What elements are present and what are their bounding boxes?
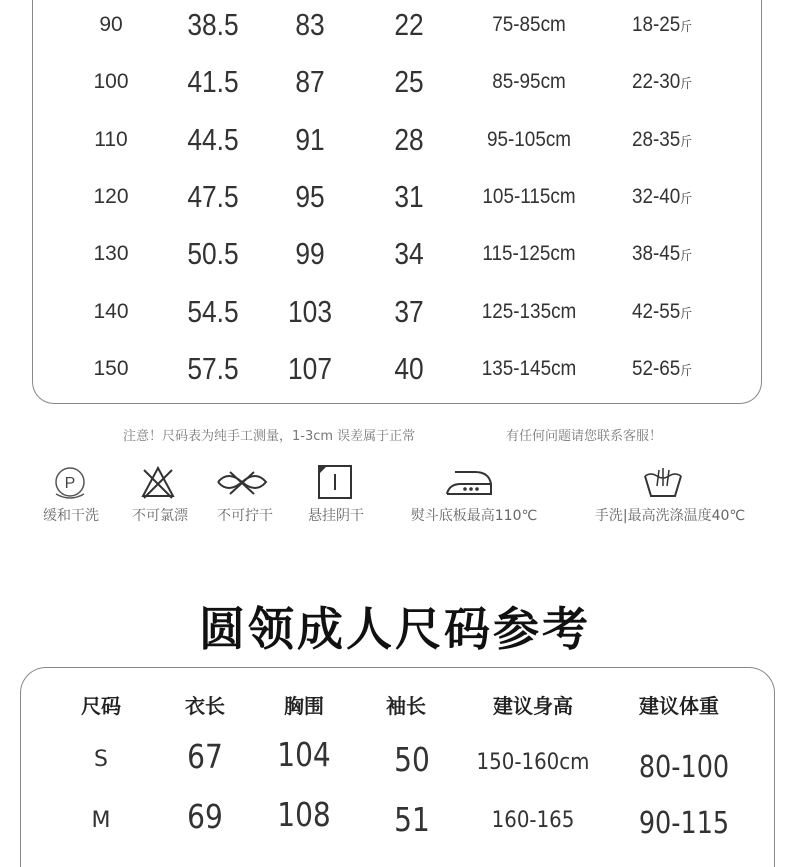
kids-row-length: 47.5 <box>187 178 239 214</box>
kids-row-sleeve: 40 <box>394 350 424 386</box>
adult-row-chest: 104 <box>277 735 331 774</box>
kids-row-weight-unit: 斤 <box>680 134 693 150</box>
kids-row-weight <box>632 120 692 160</box>
kids-size-row <box>0 62 790 102</box>
kids-row-weight <box>632 5 692 45</box>
kids-row-sleeve: 22 <box>394 7 424 42</box>
iron-icon <box>441 462 497 502</box>
adult-row-length: 69 <box>187 797 223 836</box>
kids-row-height: 125-135cm <box>481 299 577 323</box>
kids-size-row <box>0 292 790 332</box>
kids-row-weight-value: 22-30 <box>631 70 681 94</box>
kids-row-weight-value: 28-35 <box>631 127 681 151</box>
care-item-hang-dry <box>270 462 400 502</box>
kids-row-weight-unit: 斤 <box>680 77 693 93</box>
adult-row-size: S <box>94 747 108 772</box>
adult-row-weight: 80-100 <box>638 750 730 785</box>
kids-row-weight <box>632 234 692 274</box>
contact-note: 有任何问题请您联系客服！ <box>506 429 663 444</box>
care-label-no-wring: 不可拧干 <box>217 508 273 524</box>
kids-row-size: 140 <box>93 299 129 323</box>
kids-row-weight-unit: 斤 <box>680 363 693 379</box>
care-label-hang-dry: 悬挂阴干 <box>308 508 364 524</box>
kids-row-weight <box>632 177 692 217</box>
kids-row-height: 135-145cm <box>481 356 577 380</box>
kids-row-sleeve: 25 <box>394 64 424 100</box>
kids-row-size: 90 <box>99 13 123 36</box>
kids-row-length: 38.5 <box>187 7 239 42</box>
adult-row-chest: 108 <box>277 795 331 834</box>
kids-row-size: 130 <box>93 242 129 266</box>
kids-row-weight-value: 32-40 <box>631 184 681 208</box>
header-height: 建议身高 <box>493 694 573 718</box>
care-label-gentle-wash: 缓和干洗 <box>43 508 99 524</box>
adult-row-height: 150-160cm <box>476 750 590 775</box>
adult-row-size: M <box>91 808 111 833</box>
hang-dry-shade-icon <box>315 462 355 502</box>
header-length: 衣长 <box>185 694 225 718</box>
svg-text:P: P <box>64 475 76 492</box>
measurement-note: 注意！尺码表为纯手工测量，1-3cm 误差属于正常 <box>123 429 416 444</box>
kids-row-length: 44.5 <box>187 121 239 157</box>
kids-row-length: 57.5 <box>187 350 239 386</box>
kids-size-row <box>0 234 790 274</box>
kids-row-length: 41.5 <box>187 64 239 100</box>
gentle-wash-icon <box>50 462 90 502</box>
kids-row-chest: 95 <box>295 178 325 214</box>
kids-row-height: 95-105cm <box>486 127 572 151</box>
no-wring-icon <box>214 462 270 502</box>
adult-row-weight: 90-115 <box>638 806 730 841</box>
kids-row-weight-value: 38-45 <box>631 242 681 266</box>
header-weight: 建议体重 <box>639 694 719 718</box>
kids-size-row <box>0 120 790 160</box>
kids-row-sleeve: 28 <box>394 121 424 157</box>
kids-row-chest: 99 <box>295 236 325 272</box>
kids-row-sleeve: 31 <box>394 178 424 214</box>
kids-row-weight-value: 52-65 <box>631 356 681 380</box>
kids-row-size: 100 <box>93 70 129 94</box>
no-bleach-icon <box>138 462 178 502</box>
kids-row-weight-value: 42-55 <box>631 299 681 323</box>
care-item-hand-wash <box>598 462 728 502</box>
kids-size-row <box>0 5 790 45</box>
kids-row-chest: 87 <box>295 64 325 100</box>
adult-row-length: 67 <box>187 737 223 776</box>
adult-row-height: 160-165 <box>491 808 575 833</box>
kids-row-sleeve: 37 <box>394 293 424 329</box>
kids-row-weight-unit: 斤 <box>680 306 693 322</box>
care-label-no-bleach: 不可氯漂 <box>132 508 188 524</box>
kids-row-height: 105-115cm <box>482 184 576 208</box>
kids-row-weight <box>632 62 692 102</box>
kids-row-weight-unit: 斤 <box>680 249 693 265</box>
care-item-iron <box>404 462 534 502</box>
kids-row-weight <box>632 292 692 332</box>
adult-row-sleeve: 51 <box>394 800 430 839</box>
care-label-iron: 熨斗底板最高110℃ <box>410 508 538 524</box>
kids-row-chest: 103 <box>288 293 332 329</box>
kids-row-sleeve: 34 <box>394 236 424 272</box>
kids-row-chest: 83 <box>295 7 325 42</box>
care-label-hand-wash: 手洗|最高洗涤温度40℃ <box>594 508 746 524</box>
header-sleeve: 袖长 <box>386 694 426 718</box>
header-chest: 胸围 <box>284 694 324 718</box>
adult-row-sleeve: 50 <box>394 740 430 779</box>
kids-row-weight-unit: 斤 <box>680 191 693 207</box>
kids-size-row <box>0 349 790 389</box>
kids-row-height: 85-95cm <box>492 70 566 94</box>
header-size: 尺码 <box>81 694 121 718</box>
kids-row-length: 50.5 <box>187 236 239 272</box>
adult-size-title: 圆领成人尺码参考 <box>199 602 591 656</box>
kids-row-height: 115-125cm <box>482 242 576 266</box>
kids-row-size: 120 <box>93 184 129 208</box>
hand-wash-icon <box>641 462 685 502</box>
kids-row-weight-value: 18-25 <box>631 13 681 36</box>
kids-row-size: 150 <box>93 356 129 380</box>
kids-row-length: 54.5 <box>187 293 239 329</box>
kids-row-height: 75-85cm <box>492 13 566 36</box>
kids-size-row <box>0 177 790 217</box>
kids-row-chest: 91 <box>295 121 325 157</box>
kids-row-weight <box>632 349 692 389</box>
kids-row-size: 110 <box>94 127 128 151</box>
kids-row-weight-unit: 斤 <box>680 20 693 35</box>
kids-row-chest: 107 <box>288 350 332 386</box>
